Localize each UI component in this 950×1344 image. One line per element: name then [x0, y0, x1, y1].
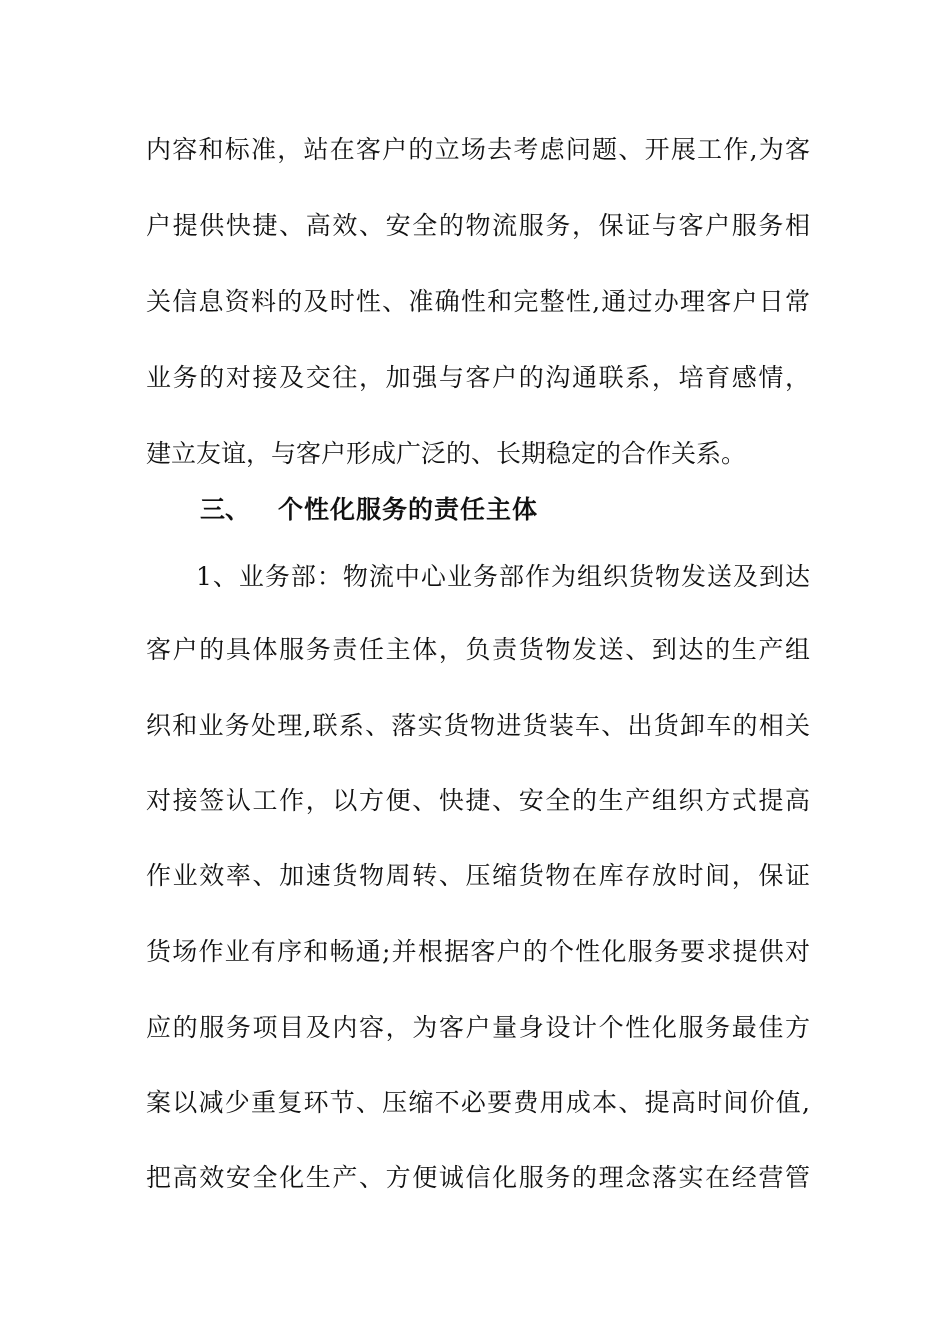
- paragraph-line: 作业效率、加速货物周转、压缩货物在库存放时间，保证: [146, 861, 810, 890]
- paragraph-line: 1、业务部：物流中心业务部作为组织货物发送及到达: [196, 562, 810, 591]
- section-title: 个性化服务的责任主体: [278, 495, 539, 524]
- section-number: 三、: [200, 495, 251, 524]
- paragraph-line: 客户的具体服务责任主体，负责货物发送、到达的生产组: [146, 635, 810, 664]
- paragraph-line: 内容和标准，站在客户的立场去考虑问题、开展工作,为客: [146, 135, 810, 164]
- paragraph-line: 把高效安全化生产、方便诚信化服务的理念落实在经营管: [146, 1163, 810, 1192]
- paragraph-line: 织和业务处理,联系、落实货物进货装车、出货卸车的相关: [146, 711, 810, 740]
- paragraph-line: 货场作业有序和畅通;并根据客户的个性化服务要求提供对: [146, 937, 810, 966]
- paragraph-line: 案以减少重复环节、压缩不必要费用成本、提高时间价值,: [146, 1088, 810, 1117]
- paragraph-line: 对接签认工作，以方便、快捷、安全的生产组织方式提高: [146, 786, 810, 815]
- paragraph-line: 业务的对接及交往，加强与客户的沟通联系，培育感情，: [146, 363, 810, 392]
- paragraph-line: 户提供快捷、高效、安全的物流服务，保证与客户服务相: [146, 211, 810, 240]
- paragraph-line: 关信息资料的及时性、准确性和完整性,通过办理客户日常: [146, 287, 810, 316]
- paragraph-line: 建立友谊，与客户形成广泛的、长期稳定的合作关系。: [146, 439, 747, 468]
- paragraph-line: 应的服务项目及内容，为客户量身设计个性化服务最佳方: [146, 1013, 810, 1042]
